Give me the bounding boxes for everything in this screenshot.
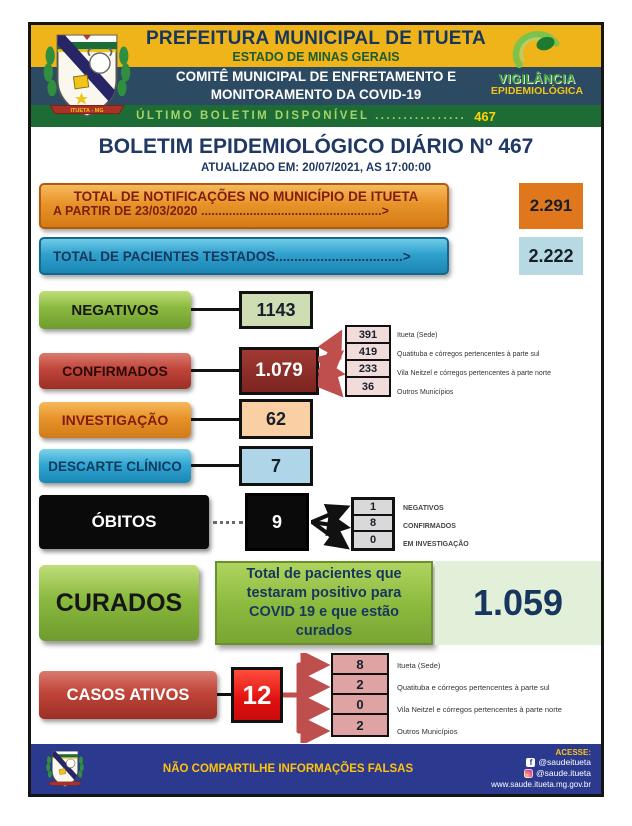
active-cases-breakdown-label: Vila Neitzel e córregos pertencentes à parte norte [397, 704, 562, 714]
notifications-bar [39, 183, 449, 229]
confirmed-breakdown-label: Outros Municípios [397, 389, 454, 396]
bulletin-frame [28, 22, 604, 797]
vigilancia-text: VIGILÂNCIA [498, 72, 576, 86]
deaths-breakdown-value: 1 [354, 500, 392, 516]
active-cases-connector [217, 693, 231, 696]
footer-bar [31, 744, 601, 794]
confirmed-breakdown-value: 233 [347, 361, 389, 378]
footer-instagram-link[interactable] [491, 768, 591, 779]
confirmed-breakdown-value: 419 [347, 344, 389, 361]
notifications-label-line1: TOTAL DE NOTIFICAÇÕES NO MUNICÍPIO DE ITUETA [73, 189, 419, 204]
deaths-breakdown-label: CONFIRMADOS [403, 522, 456, 530]
confirmed-breakdown-label: Quatituba e córregos pertencentes à parte sul [397, 351, 540, 358]
comite-line2: MONITORAMENTO DA COVID-19 [210, 87, 422, 102]
confirmed-tag: CONFIRMADOS [39, 353, 191, 389]
confirmed-breakdown-value: 36 [347, 378, 389, 395]
deaths-breakdown-label: EM INVESTIGAÇÃO [403, 540, 469, 548]
confirmed-arrows-icon [318, 325, 346, 403]
investigation-connector [191, 418, 239, 421]
confirmed-breakdown-stack [345, 325, 391, 397]
active-cases-value: 12 [231, 667, 283, 723]
active-cases-breakdown-value: 2 [333, 675, 387, 695]
vigilancia-logo [479, 27, 595, 105]
active-cases-breakdown-label: Quatituba e córregos pertencentes à parte sul [397, 682, 550, 692]
negatives-value: 1143 [239, 291, 313, 329]
notifications-label-line2: A PARTIR DE 23/03/2020 ....................................................> [53, 204, 389, 218]
active-cases-breakdown-label: Itueta (Sede) [397, 660, 441, 670]
clinical-discard-tag: DESCARTE CLÍNICO [39, 449, 191, 483]
notifications-value: 2.291 [519, 183, 583, 229]
instagram-icon [524, 769, 533, 778]
epidemiologica-text: EPIDEMIOLÓGICA [490, 85, 584, 97]
bulletin-updated-at: ATUALIZADO EM: 20/07/2021, AS 17:00:00 [200, 162, 432, 174]
confirmed-breakdown-label: Itueta (Sede) [397, 332, 438, 339]
deaths-tag: ÓBITOS [39, 495, 209, 549]
cured-tag: CURADOS [39, 565, 199, 641]
clinical-discard-value: 7 [239, 446, 313, 486]
active-cases-breakdown-value: 8 [333, 655, 387, 675]
active-cases-breakdown-value: 2 [333, 715, 387, 735]
deaths-breakdown-value: 8 [354, 516, 392, 532]
facebook-handle: @saudeitueta [538, 757, 591, 767]
facebook-icon: f [526, 758, 535, 767]
investigation-tag: INVESTIGAÇÃO [39, 402, 191, 438]
investigation-value: 62 [239, 399, 313, 439]
footer-coat-of-arms-icon [45, 747, 85, 791]
coat-ribbon-text: ITUETA - MG [70, 107, 104, 114]
cured-value: 1.059 [435, 561, 601, 645]
deaths-breakdown-value: 0 [354, 532, 392, 548]
cured-description: Total de pacientes que testaram positivo para COVID 19 e que estão curados [215, 561, 433, 645]
deaths-arrows-icon [311, 497, 351, 557]
footer-message: NÃO COMPARTILHE INFORMAÇÕES FALSAS [162, 763, 414, 775]
deaths-breakdown-label: NEGATIVOS [403, 504, 444, 512]
confirmed-connector [191, 369, 239, 372]
footer-links [491, 748, 591, 790]
deaths-connector [213, 521, 243, 524]
confirmed-value: 1.079 [239, 347, 319, 395]
prefeitura-title: PREFEITURA MUNICIPAL DE ITUETA [146, 28, 486, 49]
footer-facebook-link[interactable] [491, 757, 591, 768]
confirmed-breakdown-label: Vila Neitzel e córregos pertencentes à parte norte [397, 370, 551, 377]
footer-website-link[interactable]: www.saude.itueta.mg.gov.br [491, 780, 591, 789]
active-cases-breakdown-stack [331, 653, 389, 737]
active-cases-tag: CASOS ATIVOS [39, 671, 217, 719]
itueta-coat-of-arms-icon [41, 28, 133, 124]
deaths-value: 9 [245, 493, 309, 551]
active-cases-breakdown-value: 0 [333, 695, 387, 715]
active-cases-breakdown-label: Outros Municípios [397, 726, 458, 736]
bulletin-title: BOLETIM EPIDEMIOLÓGICO DIÁRIO Nº 467 [98, 135, 534, 158]
tested-value: 2.222 [519, 237, 583, 275]
last-bulletin-label: ÚLTIMO BOLETIM DISPONÍVEL ................ [136, 110, 467, 122]
negatives-tag: NEGATIVOS [39, 291, 191, 329]
last-bulletin-value: 467 [474, 108, 496, 124]
deaths-breakdown-stack [351, 497, 395, 551]
active-cases-arrows-icon [283, 653, 331, 743]
footer-access-label: ACESSE: [555, 748, 591, 757]
clinical-discard-connector [191, 464, 239, 467]
negatives-connector [191, 308, 239, 311]
tested-bar: TOTAL DE PACIENTES TESTADOS..................................> [39, 237, 449, 275]
vigilancia-swirl-icon [498, 27, 576, 73]
comite-line1: COMITÊ MUNICIPAL DE ENFRETAMENTO E [175, 69, 457, 84]
confirmed-breakdown-value: 391 [347, 327, 389, 344]
instagram-handle: @saude.itueta [536, 768, 591, 778]
estado-subtitle: ESTADO DE MINAS GERAIS [232, 50, 400, 64]
